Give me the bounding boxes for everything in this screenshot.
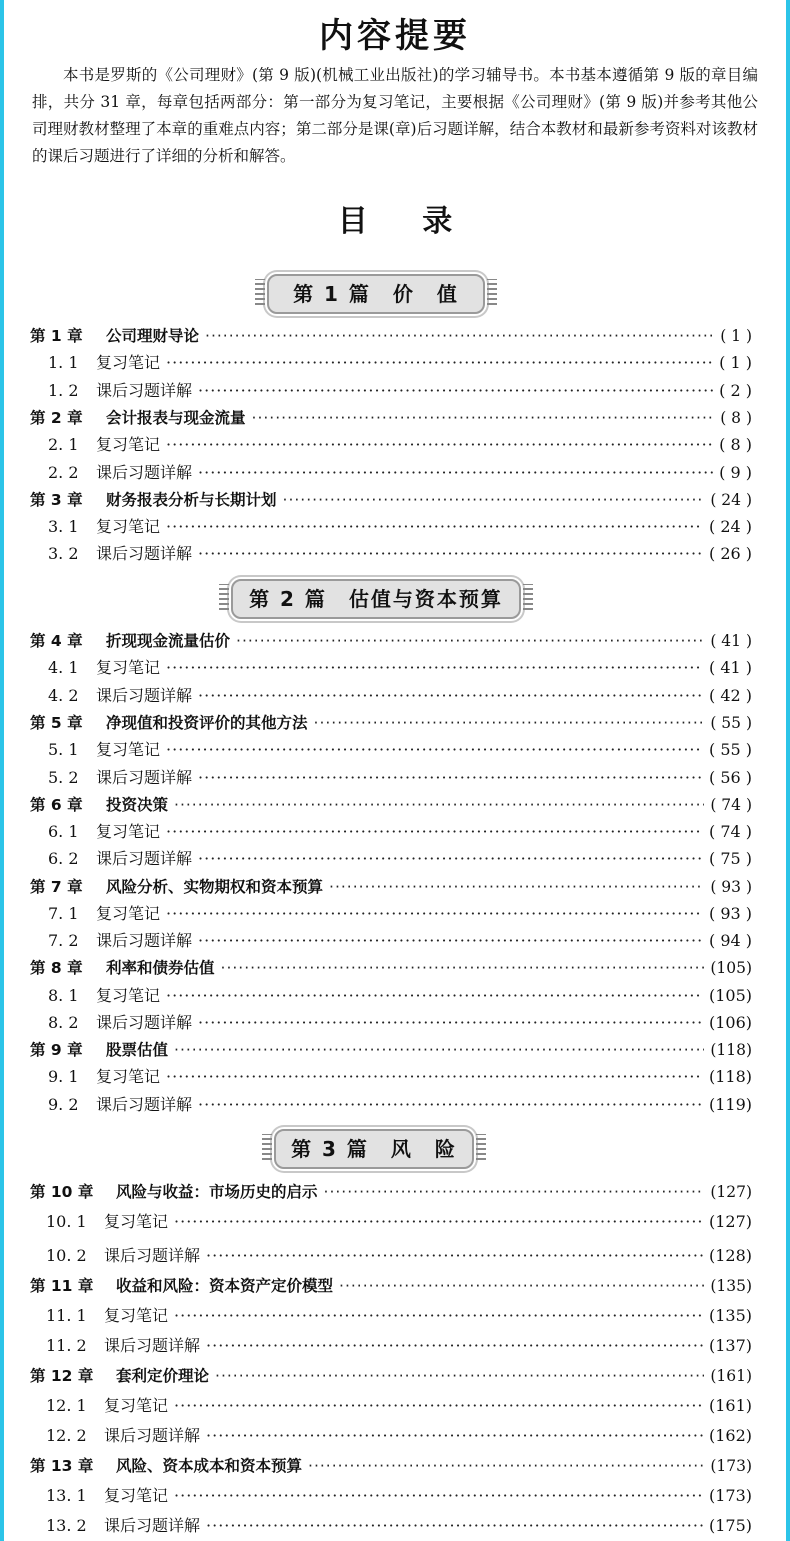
toc-dot-leader (314, 712, 705, 734)
banner-ornament-right (476, 1134, 486, 1160)
toc-dot-leader (174, 1485, 703, 1507)
toc-page-number: ( 8 ) (719, 435, 752, 454)
toc-entry-title: 公司理财导论 (106, 327, 200, 345)
toc-dot-leader (174, 1039, 704, 1061)
toc-entry-number: 1. 2 (48, 381, 79, 400)
toc-entry-number: 第 9 章 (30, 1041, 83, 1059)
toc-dot-leader (198, 543, 703, 565)
toc-entry-title: 套利定价理论 (116, 1367, 210, 1385)
toc-section-row[interactable] (48, 1066, 752, 1088)
toc-entry-number: 11. 2 (46, 1336, 87, 1355)
part-banner-1: 第 1 篇 价 值 (267, 274, 485, 314)
toc-page-number: (175) (708, 1516, 752, 1535)
toc-entry-number: 8. 1 (48, 986, 79, 1005)
toc-page-number: ( 1 ) (719, 353, 752, 372)
toc-section-row[interactable] (48, 1094, 752, 1116)
toc-dot-leader (198, 767, 703, 789)
toc-entry-number: 第 4 章 (30, 632, 83, 650)
toc-chapter-row[interactable] (30, 1039, 752, 1061)
toc-entry-title: 复习笔记 (96, 435, 161, 454)
toc-dot-leader (166, 985, 703, 1007)
toc-entry-title: 课后习题详解 (96, 849, 193, 868)
toc-section-row[interactable] (48, 821, 752, 843)
toc-dot-leader (174, 1305, 703, 1327)
toc-dot-leader (206, 1335, 703, 1357)
toc-entry-number: 第 12 章 (30, 1367, 94, 1385)
toc-entry-title: 复习笔记 (96, 904, 161, 923)
part-banner-2: 第 2 篇 估值与资本预算 (231, 579, 521, 619)
toc-entry-number: 6. 1 (48, 822, 79, 841)
toc-entry-title: 复习笔记 (104, 1212, 169, 1231)
toc-chapter-row[interactable] (30, 876, 752, 898)
toc-section-row[interactable] (48, 434, 752, 456)
toc-entry-number: 第 6 章 (30, 796, 83, 814)
toc-entry-number: 第 8 章 (30, 959, 83, 977)
toc-page-number: ( 94 ) (708, 931, 752, 950)
toc-dot-leader (283, 489, 705, 511)
toc-entry-number: 10. 1 (46, 1212, 87, 1231)
toc-entry-title: 课后习题详解 (96, 768, 193, 787)
toc-entry-number: 9. 1 (48, 1067, 79, 1086)
toc-section-row[interactable] (46, 1245, 752, 1267)
toc-section-row[interactable] (48, 767, 752, 789)
toc-dot-leader (206, 1515, 703, 1537)
toc-entry-title: 复习笔记 (104, 1306, 169, 1325)
toc-entry-number: 第 11 章 (30, 1277, 94, 1295)
toc-dot-leader (206, 1245, 703, 1267)
toc-page-number: ( 1 ) (720, 327, 752, 345)
toc-dot-leader (308, 1455, 704, 1477)
toc-entry-title: 股票估值 (106, 1041, 169, 1059)
toc-dot-leader (215, 1365, 704, 1387)
banner-ornament-right (487, 279, 497, 305)
toc-section-row[interactable] (46, 1305, 752, 1327)
toc-dot-leader (236, 630, 704, 652)
toc-entry-number: 3. 1 (48, 517, 79, 536)
toc-entry-title: 复习笔记 (96, 353, 161, 372)
toc-section-row[interactable] (46, 1395, 752, 1417)
toc-chapter-row[interactable] (30, 1455, 752, 1477)
toc-entry-title: 风险分析、实物期权和资本预算 (106, 878, 324, 896)
toc-page-number: ( 93 ) (710, 878, 752, 896)
toc-dot-leader (198, 1094, 703, 1116)
toc-dot-leader (166, 657, 703, 679)
toc-page-number: (105) (710, 959, 752, 977)
toc-entry-number: 13. 2 (46, 1516, 87, 1535)
toc-dot-leader (174, 1211, 703, 1233)
toc-page-number: ( 26 ) (708, 544, 752, 563)
toc-dot-leader (198, 380, 713, 402)
toc-chapter-row[interactable] (30, 957, 752, 979)
toc-entry-title: 复习笔记 (96, 517, 161, 536)
toc-section-row[interactable] (48, 516, 752, 538)
toc-entry-number: 3. 2 (48, 544, 79, 563)
toc-dot-leader (174, 794, 704, 816)
toc-page-number: ( 56 ) (708, 768, 752, 787)
toc-dot-leader (339, 1275, 704, 1297)
toc-dot-leader (198, 848, 703, 870)
toc-entry-number: 8. 2 (48, 1013, 79, 1032)
banner-ornament-left (255, 279, 265, 305)
toc-dot-leader (166, 434, 713, 456)
toc-dot-leader (166, 903, 703, 925)
toc-section-row[interactable] (48, 657, 752, 679)
toc-page-number: ( 55 ) (708, 740, 752, 759)
toc-page-number: (161) (708, 1396, 752, 1415)
toc-section-row[interactable] (48, 930, 752, 952)
toc-dot-leader (198, 462, 713, 484)
toc-page-number: ( 75 ) (708, 849, 752, 868)
toc-entry-title: 复习笔记 (104, 1486, 169, 1505)
toc-entry-number: 5. 1 (48, 740, 79, 759)
toc-section-row[interactable] (48, 848, 752, 870)
toc-dot-leader (198, 930, 703, 952)
banner-ornament-left (262, 1134, 272, 1160)
toc-page-number: (118) (708, 1067, 752, 1086)
toc-entry-title: 利率和债券估值 (106, 959, 215, 977)
toc-page-number: ( 74 ) (708, 822, 752, 841)
toc-page-number: (162) (708, 1426, 752, 1445)
toc-dot-leader (166, 739, 703, 761)
toc-entry-number: 第 2 章 (30, 409, 83, 427)
toc-entry-title: 课后习题详解 (96, 381, 193, 400)
banner-ornament-right (523, 584, 533, 610)
toc-entry-number: 4. 2 (48, 686, 79, 705)
toc-dot-leader (166, 821, 703, 843)
toc-entry-title: 课后习题详解 (96, 931, 193, 950)
toc-entry-title: 风险、资本成本和资本预算 (116, 1457, 303, 1475)
toc-entry-title: 财务报表分析与长期计划 (106, 491, 277, 509)
toc-entry-title: 课后习题详解 (96, 1013, 193, 1032)
toc-entry-number: 6. 2 (48, 849, 79, 868)
toc-section-row[interactable] (48, 903, 752, 925)
toc-page-number: (173) (710, 1457, 752, 1475)
toc-page-number: ( 24 ) (708, 517, 752, 536)
toc-page-number: ( 24 ) (710, 491, 752, 509)
toc-entry-number: 第 7 章 (30, 878, 83, 896)
banner-ornament-left (219, 584, 229, 610)
toc-page-number: ( 41 ) (708, 658, 752, 677)
toc-entry-number: 第 10 章 (30, 1183, 94, 1201)
toc-title: 目 录 (337, 204, 475, 239)
toc-section-row[interactable] (48, 462, 752, 484)
toc-entry-title: 复习笔记 (104, 1396, 169, 1415)
toc-dot-leader (198, 1012, 703, 1034)
toc-page-number: ( 93 ) (708, 904, 752, 923)
toc-section-row[interactable] (48, 1012, 752, 1034)
toc-section-row[interactable] (46, 1211, 752, 1233)
toc-entry-title: 投资决策 (106, 796, 169, 814)
toc-entry-title: 复习笔记 (96, 1067, 161, 1086)
toc-dot-leader (324, 1181, 705, 1203)
toc-chapter-row[interactable] (30, 712, 752, 734)
toc-entry-number: 2. 1 (48, 435, 79, 454)
toc-entry-number: 第 13 章 (30, 1457, 94, 1475)
toc-dot-leader (174, 1395, 703, 1417)
toc-page-number: ( 74 ) (710, 796, 752, 814)
toc-entry-title: 净现值和投资评价的其他方法 (106, 714, 308, 732)
toc-page-number: (135) (710, 1277, 752, 1295)
toc-chapter-row[interactable] (30, 1365, 752, 1387)
toc-dot-leader (205, 325, 714, 347)
toc-entry-number: 第 1 章 (30, 327, 83, 345)
toc-chapter-row[interactable] (30, 407, 752, 429)
toc-chapter-row[interactable] (30, 1181, 752, 1203)
toc-chapter-row[interactable] (30, 630, 752, 652)
toc-entry-number: 5. 2 (48, 768, 79, 787)
toc-entry-title: 课后习题详解 (104, 1516, 201, 1535)
toc-page-number: (119) (708, 1095, 752, 1114)
toc-dot-leader (221, 957, 705, 979)
toc-page-number: ( 42 ) (708, 686, 752, 705)
toc-dot-leader (329, 876, 704, 898)
toc-entry-title: 风险与收益：市场历史的启示 (116, 1183, 318, 1201)
toc-entry-title: 课后习题详解 (104, 1336, 201, 1355)
toc-page-number: ( 55 ) (710, 714, 752, 732)
toc-dot-leader (252, 407, 715, 429)
toc-entry-title: 复习笔记 (96, 740, 161, 759)
toc-entry-title: 课后习题详解 (96, 686, 193, 705)
toc-dot-leader (166, 516, 703, 538)
toc-page-number: (105) (708, 986, 752, 1005)
toc-page-number: (135) (708, 1306, 752, 1325)
toc-dot-leader (206, 1425, 703, 1447)
toc-section-row[interactable] (48, 985, 752, 1007)
page-title: 内容提要 (319, 16, 471, 56)
toc-page-number: ( 8 ) (720, 409, 752, 427)
toc-entry-title: 复习笔记 (96, 658, 161, 677)
toc-page-number: (161) (710, 1367, 752, 1385)
toc-dot-leader (166, 1066, 703, 1088)
toc-page-number: (137) (708, 1336, 752, 1355)
toc-section-row[interactable] (46, 1485, 752, 1507)
toc-entry-number: 13. 1 (46, 1486, 87, 1505)
toc-entry-number: 第 5 章 (30, 714, 83, 732)
part-banner-3: 第 3 篇 风 险 (274, 1129, 474, 1169)
toc-chapter-row[interactable] (30, 794, 752, 816)
toc-page-number: ( 2 ) (719, 381, 752, 400)
toc-section-row[interactable] (48, 543, 752, 565)
toc-entry-number: 9. 2 (48, 1095, 79, 1114)
toc-entry-number: 1. 1 (48, 353, 79, 372)
toc-page-number: ( 9 ) (719, 463, 752, 482)
toc-entry-title: 复习笔记 (96, 986, 161, 1005)
toc-entry-number: 7. 2 (48, 931, 79, 950)
toc-section-row[interactable] (46, 1335, 752, 1357)
toc-entry-title: 折现现金流量估价 (106, 632, 231, 650)
toc-entry-title: 课后习题详解 (96, 463, 193, 482)
summary-paragraph: 本书是罗斯的《公司理财》(第 9 版)(机械工业出版社)的学习辅导书。本书基本遵循第 9 版的章目编排，共分 31 章，每章包括两部分：第一部分为复习笔记，主要根据《公司理财》(第 9 版)并参考其他公司理财教材整理了本章的重难点内容；第二部分是课(章)后习题详解，结合本教材和最新参考资料对该教材的课后习题进行了详细的分析和解答。 (32, 66, 758, 165)
toc-chapter-row[interactable] (30, 325, 752, 347)
toc-entry-number: 7. 1 (48, 904, 79, 923)
toc-chapter-row[interactable] (30, 489, 752, 511)
toc-entry-title: 会计报表与现金流量 (106, 409, 246, 427)
toc-entry-number: 4. 1 (48, 658, 79, 677)
toc-section-row[interactable] (48, 352, 752, 374)
toc-page-number: (127) (710, 1183, 752, 1201)
toc-chapter-row[interactable] (30, 1275, 752, 1297)
toc-entry-number: 2. 2 (48, 463, 79, 482)
toc-section-row[interactable] (48, 685, 752, 707)
toc-dot-leader (166, 352, 713, 374)
toc-entry-number: 第 3 章 (30, 491, 83, 509)
toc-entry-title: 课后习题详解 (96, 544, 193, 563)
toc-entry-title: 复习笔记 (96, 822, 161, 841)
toc-page-number: (118) (710, 1041, 752, 1059)
toc-entry-title: 课后习题详解 (104, 1426, 201, 1445)
toc-entry-title: 课后习题详解 (96, 1095, 193, 1114)
toc-dot-leader (198, 685, 703, 707)
toc-entry-number: 11. 1 (46, 1306, 87, 1325)
toc-page-number: ( 41 ) (710, 632, 752, 650)
toc-section-row[interactable] (46, 1515, 752, 1537)
toc-page-number: (106) (708, 1013, 752, 1032)
toc-entry-title: 课后习题详解 (104, 1246, 201, 1265)
toc-entry-number: 10. 2 (46, 1246, 87, 1265)
toc-entry-number: 12. 1 (46, 1396, 87, 1415)
toc-section-row[interactable] (48, 739, 752, 761)
toc-page-number: (128) (708, 1246, 752, 1265)
toc-entry-title: 收益和风险：资本资产定价模型 (116, 1277, 334, 1295)
toc-section-row[interactable] (46, 1425, 752, 1447)
toc-page-number: (127) (708, 1212, 752, 1231)
toc-section-row[interactable] (48, 380, 752, 402)
toc-page-number: (173) (708, 1486, 752, 1505)
toc-entry-number: 12. 2 (46, 1426, 87, 1445)
